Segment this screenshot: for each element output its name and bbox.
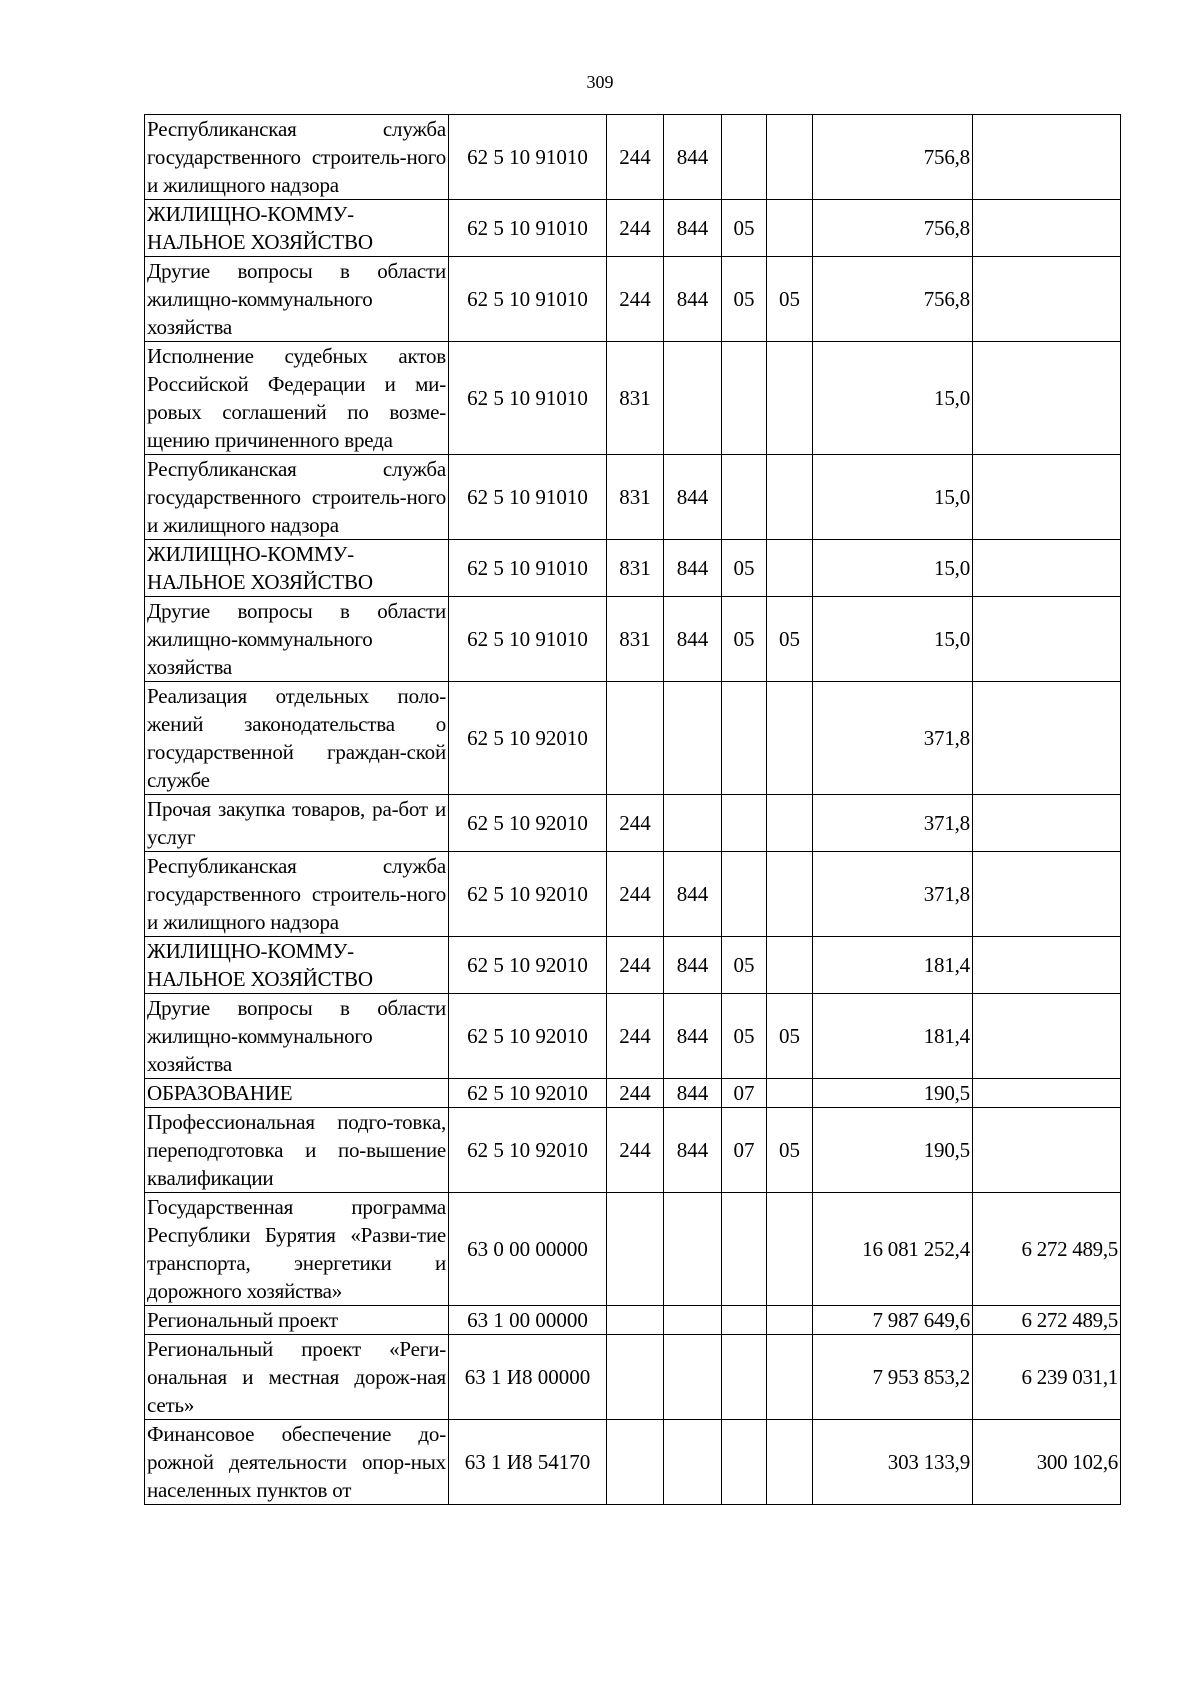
expense-type-cell <box>607 1335 664 1420</box>
administrator-code-cell: 844 <box>664 994 722 1079</box>
item-name-cell: Профессиональная подго-товка, переподготовка и по-вышение квалификации <box>145 1108 449 1193</box>
table-row <box>145 1420 1121 1505</box>
expense-type-cell <box>607 682 664 795</box>
item-name-cell: Региональный проект <box>145 1306 449 1335</box>
section-code-cell <box>722 1306 767 1335</box>
federal-amount-cell <box>973 1079 1121 1108</box>
subsection-code-cell <box>767 682 813 795</box>
amount-cell: 15,0 <box>813 540 973 597</box>
section-code-cell: 05 <box>722 257 767 342</box>
item-name-cell: Республиканская служба государственного строитель-ного и жилищного надзора <box>145 852 449 937</box>
section-code-cell <box>722 1193 767 1306</box>
table-row <box>145 540 1121 597</box>
federal-amount-cell <box>973 257 1121 342</box>
expense-type-cell: 244 <box>607 115 664 200</box>
table-row <box>145 682 1121 795</box>
section-code-cell: 05 <box>722 994 767 1079</box>
subsection-code-cell <box>767 1306 813 1335</box>
table-row <box>145 795 1121 852</box>
subsection-code-cell <box>767 795 813 852</box>
item-name-cell: Исполнение судебных актов Российской Федерации и ми-ровых соглашений по возме-щению причиненного вреда <box>145 342 449 455</box>
target-code-cell: 62 5 10 91010 <box>449 455 607 540</box>
expense-type-cell: 244 <box>607 795 664 852</box>
item-name-cell: Республиканская служба государственного строитель-ного и жилищного надзора <box>145 115 449 200</box>
expense-type-cell: 831 <box>607 540 664 597</box>
administrator-code-cell <box>664 795 722 852</box>
federal-amount-cell: 300 102,6 <box>973 1420 1121 1505</box>
subsection-code-cell <box>767 455 813 540</box>
target-code-cell: 62 5 10 92010 <box>449 852 607 937</box>
expense-type-cell <box>607 1420 664 1505</box>
section-code-cell: 05 <box>722 597 767 682</box>
federal-amount-cell: 6 239 031,1 <box>973 1335 1121 1420</box>
federal-amount-cell <box>973 200 1121 257</box>
federal-amount-cell <box>973 455 1121 540</box>
budget-table-body <box>145 115 1121 1505</box>
subsection-code-cell <box>767 115 813 200</box>
section-code-cell: 05 <box>722 200 767 257</box>
federal-amount-cell <box>973 795 1121 852</box>
subsection-code-cell <box>767 852 813 937</box>
item-name-cell: ЖИЛИЩНО-КОММУ-НАЛЬНОЕ ХОЗЯЙСТВО <box>145 937 449 994</box>
page-number: 309 <box>586 72 614 92</box>
subsection-code-cell <box>767 1335 813 1420</box>
item-name-cell: Другие вопросы в области жилищно-коммунального хозяйства <box>145 597 449 682</box>
amount-cell: 16 081 252,4 <box>813 1193 973 1306</box>
subsection-code-cell <box>767 1420 813 1505</box>
federal-amount-cell <box>973 342 1121 455</box>
amount-cell: 181,4 <box>813 937 973 994</box>
item-name-cell: ОБРАЗОВАНИЕ <box>145 1079 449 1108</box>
federal-amount-cell <box>973 937 1121 994</box>
amount-cell: 371,8 <box>813 682 973 795</box>
subsection-code-cell: 05 <box>767 1108 813 1193</box>
amount-cell: 190,5 <box>813 1079 973 1108</box>
table-row <box>145 994 1121 1079</box>
target-code-cell: 62 5 10 92010 <box>449 994 607 1079</box>
administrator-code-cell: 844 <box>664 257 722 342</box>
amount-cell: 15,0 <box>813 455 973 540</box>
section-code-cell <box>722 852 767 937</box>
administrator-code-cell <box>664 1306 722 1335</box>
expense-type-cell: 831 <box>607 597 664 682</box>
subsection-code-cell: 05 <box>767 257 813 342</box>
federal-amount-cell <box>973 682 1121 795</box>
expense-type-cell: 244 <box>607 937 664 994</box>
expense-type-cell: 831 <box>607 342 664 455</box>
administrator-code-cell: 844 <box>664 200 722 257</box>
target-code-cell: 62 5 10 91010 <box>449 200 607 257</box>
table-row <box>145 937 1121 994</box>
section-code-cell <box>722 115 767 200</box>
expense-type-cell: 244 <box>607 1108 664 1193</box>
amount-cell: 181,4 <box>813 994 973 1079</box>
expense-type-cell <box>607 1193 664 1306</box>
amount-cell: 7 987 649,6 <box>813 1306 973 1335</box>
table-row <box>145 200 1121 257</box>
section-code-cell: 05 <box>722 937 767 994</box>
target-code-cell: 63 1 И8 54170 <box>449 1420 607 1505</box>
expense-type-cell: 244 <box>607 994 664 1079</box>
subsection-code-cell <box>767 540 813 597</box>
subsection-code-cell: 05 <box>767 994 813 1079</box>
section-code-cell: 07 <box>722 1108 767 1193</box>
federal-amount-cell <box>973 540 1121 597</box>
subsection-code-cell <box>767 937 813 994</box>
expense-type-cell: 831 <box>607 455 664 540</box>
subsection-code-cell <box>767 200 813 257</box>
administrator-code-cell <box>664 1420 722 1505</box>
amount-cell: 303 133,9 <box>813 1420 973 1505</box>
item-name-cell: Другие вопросы в области жилищно-коммунального хозяйства <box>145 257 449 342</box>
federal-amount-cell <box>973 115 1121 200</box>
table-row <box>145 1079 1121 1108</box>
target-code-cell: 62 5 10 91010 <box>449 540 607 597</box>
amount-cell: 190,5 <box>813 1108 973 1193</box>
section-code-cell <box>722 795 767 852</box>
administrator-code-cell: 844 <box>664 115 722 200</box>
amount-cell: 15,0 <box>813 597 973 682</box>
expense-type-cell: 244 <box>607 852 664 937</box>
subsection-code-cell <box>767 1193 813 1306</box>
target-code-cell: 62 5 10 91010 <box>449 115 607 200</box>
target-code-cell: 62 5 10 91010 <box>449 257 607 342</box>
target-code-cell: 63 1 И8 00000 <box>449 1335 607 1420</box>
expense-type-cell: 244 <box>607 1079 664 1108</box>
federal-amount-cell <box>973 1108 1121 1193</box>
target-code-cell: 63 1 00 00000 <box>449 1306 607 1335</box>
budget-table <box>144 114 1121 1505</box>
administrator-code-cell: 844 <box>664 937 722 994</box>
target-code-cell: 62 5 10 92010 <box>449 937 607 994</box>
expense-type-cell: 244 <box>607 257 664 342</box>
section-code-cell: 05 <box>722 540 767 597</box>
table-row <box>145 1193 1121 1306</box>
table-row <box>145 342 1121 455</box>
expense-type-cell <box>607 1306 664 1335</box>
item-name-cell: Реализация отдельных поло-жений законодательства о государственной граждан-ской службе <box>145 682 449 795</box>
table-row <box>145 115 1121 200</box>
administrator-code-cell <box>664 682 722 795</box>
target-code-cell: 62 5 10 92010 <box>449 1079 607 1108</box>
amount-cell: 756,8 <box>813 257 973 342</box>
table-row <box>145 1306 1121 1335</box>
federal-amount-cell <box>973 852 1121 937</box>
item-name-cell: Региональный проект «Реги-ональная и местная дорож-ная сеть» <box>145 1335 449 1420</box>
target-code-cell: 62 5 10 91010 <box>449 342 607 455</box>
table-row <box>145 597 1121 682</box>
expense-type-cell: 244 <box>607 200 664 257</box>
amount-cell: 371,8 <box>813 852 973 937</box>
subsection-code-cell <box>767 342 813 455</box>
subsection-code-cell <box>767 1079 813 1108</box>
table-row <box>145 455 1121 540</box>
target-code-cell: 62 5 10 91010 <box>449 597 607 682</box>
administrator-code-cell <box>664 1193 722 1306</box>
table-row <box>145 257 1121 342</box>
item-name-cell: Государственная программа Республики Бурятия «Разви-тие транспорта, энергетики и дорожного хозяйства» <box>145 1193 449 1306</box>
section-code-cell <box>722 1420 767 1505</box>
table-row <box>145 852 1121 937</box>
section-code-cell <box>722 1335 767 1420</box>
target-code-cell: 62 5 10 92010 <box>449 682 607 795</box>
section-code-cell: 07 <box>722 1079 767 1108</box>
section-code-cell <box>722 455 767 540</box>
item-name-cell: Другие вопросы в области жилищно-коммунального хозяйства <box>145 994 449 1079</box>
target-code-cell: 62 5 10 92010 <box>449 795 607 852</box>
target-code-cell: 63 0 00 00000 <box>449 1193 607 1306</box>
administrator-code-cell: 844 <box>664 455 722 540</box>
administrator-code-cell: 844 <box>664 540 722 597</box>
amount-cell: 371,8 <box>813 795 973 852</box>
table-row <box>145 1108 1121 1193</box>
amount-cell: 756,8 <box>813 200 973 257</box>
administrator-code-cell: 844 <box>664 852 722 937</box>
item-name-cell: ЖИЛИЩНО-КОММУ-НАЛЬНОЕ ХОЗЯЙСТВО <box>145 540 449 597</box>
table-row <box>145 1335 1121 1420</box>
amount-cell: 7 953 853,2 <box>813 1335 973 1420</box>
subsection-code-cell: 05 <box>767 597 813 682</box>
administrator-code-cell: 844 <box>664 1108 722 1193</box>
administrator-code-cell <box>664 342 722 455</box>
amount-cell: 15,0 <box>813 342 973 455</box>
item-name-cell: Прочая закупка товаров, ра-бот и услуг <box>145 795 449 852</box>
section-code-cell <box>722 342 767 455</box>
federal-amount-cell <box>973 597 1121 682</box>
administrator-code-cell: 844 <box>664 597 722 682</box>
amount-cell: 756,8 <box>813 115 973 200</box>
section-code-cell <box>722 682 767 795</box>
federal-amount-cell: 6 272 489,5 <box>973 1306 1121 1335</box>
federal-amount-cell <box>973 994 1121 1079</box>
item-name-cell: Финансовое обеспечение до-рожной деятельности опор-ных населенных пунктов от <box>145 1420 449 1505</box>
item-name-cell: Республиканская служба государственного строитель-ного и жилищного надзора <box>145 455 449 540</box>
target-code-cell: 62 5 10 92010 <box>449 1108 607 1193</box>
administrator-code-cell: 844 <box>664 1079 722 1108</box>
federal-amount-cell: 6 272 489,5 <box>973 1193 1121 1306</box>
administrator-code-cell <box>664 1335 722 1420</box>
item-name-cell: ЖИЛИЩНО-КОММУ-НАЛЬНОЕ ХОЗЯЙСТВО <box>145 200 449 257</box>
